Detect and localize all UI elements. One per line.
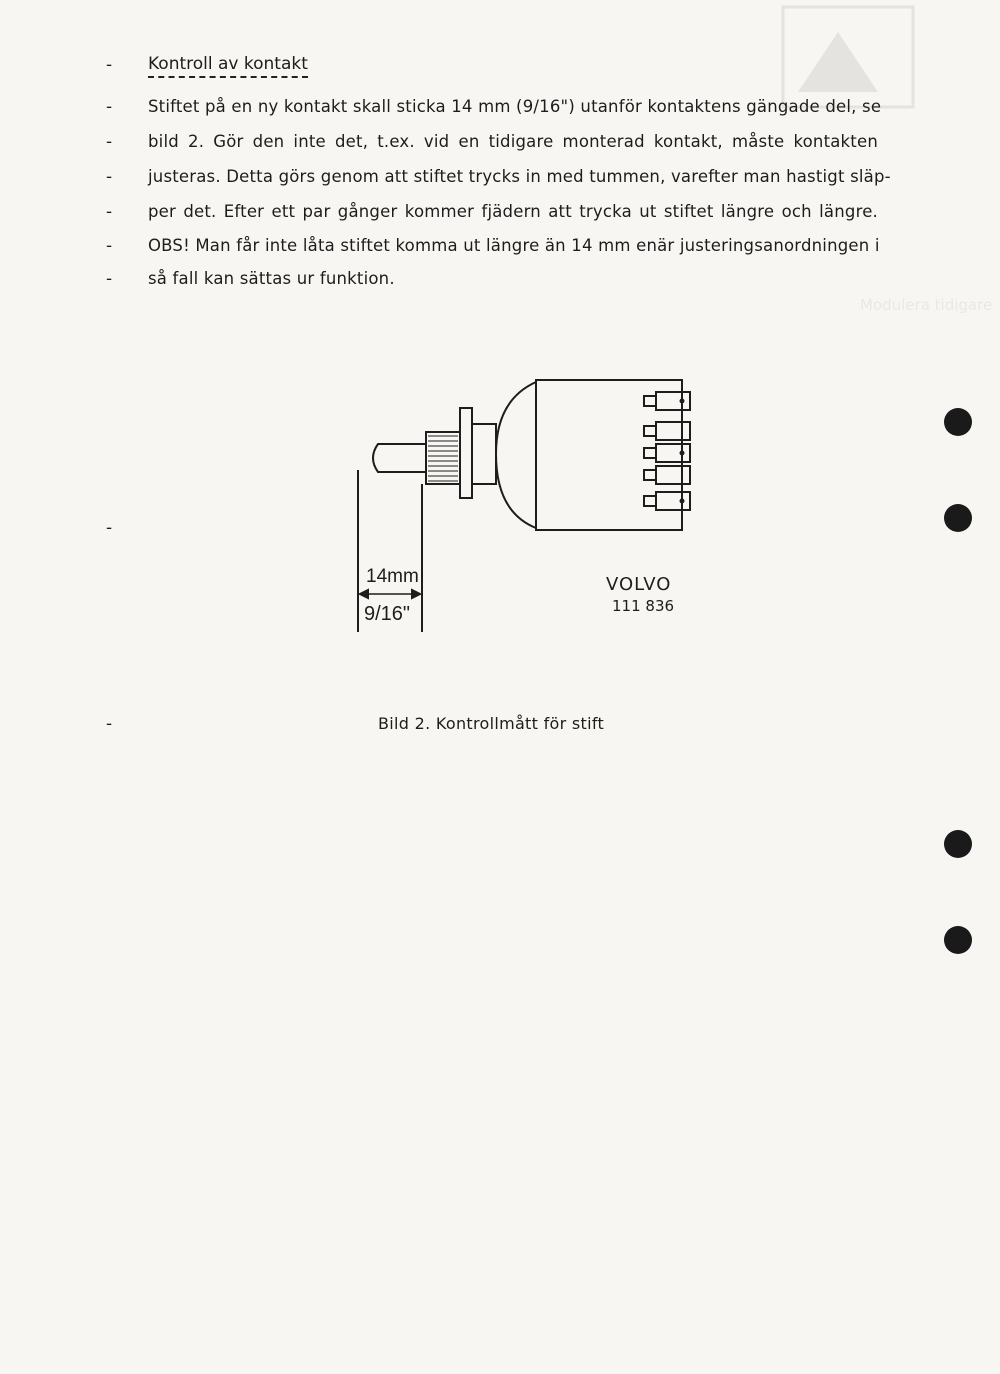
margin-dash: - bbox=[106, 714, 113, 734]
margin-dash: - bbox=[106, 167, 113, 187]
dimension-label-mm: 14mm bbox=[366, 566, 419, 587]
paragraph-line: per det. Efter ett par gånger kommer fjädern att trycka ut stiftet längre och längre. bbox=[148, 202, 878, 221]
figure-caption: Bild 2. Kontrollmått för stift bbox=[378, 714, 605, 733]
margin-dash: - bbox=[106, 202, 113, 222]
margin-dash: - bbox=[106, 132, 113, 152]
margin-dash: - bbox=[106, 269, 113, 289]
section-heading: Kontroll av kontakt bbox=[148, 54, 308, 78]
brand-label: VOLVO bbox=[606, 574, 672, 595]
paragraph-line: så fall kan sättas ur funktion. bbox=[148, 269, 395, 288]
paragraph-line: OBS! Man får inte låta stiftet komma ut längre än 14 mm enär justeringsanordningen i bbox=[148, 236, 880, 255]
binder-hole bbox=[944, 926, 972, 954]
binder-hole bbox=[944, 830, 972, 858]
binder-hole bbox=[944, 504, 972, 532]
bleed-through-stamp bbox=[778, 2, 918, 112]
margin-dash: - bbox=[106, 236, 113, 256]
margin-dash: - bbox=[106, 97, 113, 117]
binder-hole bbox=[944, 408, 972, 436]
part-number: 111 836 bbox=[612, 597, 675, 615]
paragraph-line: Stiftet på en ny kontakt skall sticka 14 mm (9/16") utanför kontaktens gängade del, se bbox=[148, 97, 882, 116]
margin-dash: - bbox=[106, 518, 113, 538]
dimension-label-inch: 9/16" bbox=[364, 603, 411, 625]
margin-dash: - bbox=[106, 55, 113, 75]
paragraph-line: bild 2. Gör den inte det, t.ex. vid en tidigare monterad kontakt, måste kontakten bbox=[148, 132, 878, 151]
paragraph-line: justeras. Detta görs genom att stiftet trycks in med tummen, varefter man hastigt släp- bbox=[148, 167, 891, 186]
bleed-through-text: Modulera tidigare bbox=[860, 296, 993, 314]
